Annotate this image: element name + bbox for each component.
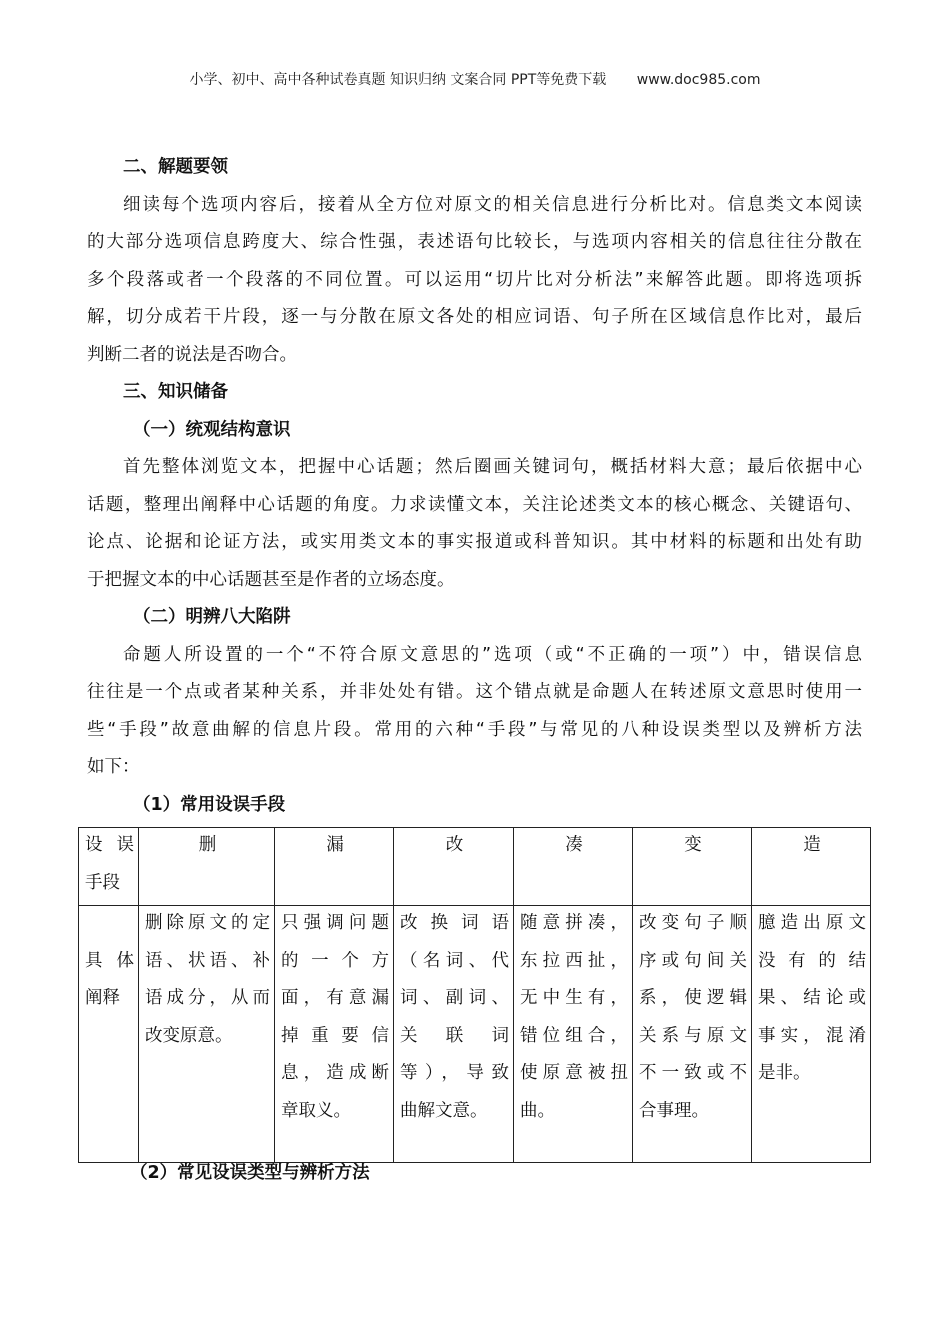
cell-line: 语、状语、补 bbox=[145, 950, 270, 971]
row-header-cell bbox=[79, 828, 139, 906]
cell-line: 使原意被扭 bbox=[520, 1063, 628, 1083]
cell-line: 章取义。 bbox=[281, 1100, 351, 1121]
paragraph-line: 多个段落或者一个段落的不同位置。可以运用“切片比对分析法”来解答此题。即将选项拆 bbox=[87, 269, 862, 290]
cell-line: 曲解文意。 bbox=[400, 1100, 488, 1121]
header-url: www.doc985.com bbox=[636, 72, 761, 88]
cell-line: 删 bbox=[198, 835, 217, 855]
cell-line: 词、副词、 bbox=[400, 988, 509, 1008]
cell-line: 改变句子顺 bbox=[639, 913, 747, 933]
cell-line: 东拉西扯， bbox=[520, 950, 628, 971]
page-header bbox=[0, 69, 950, 89]
cell-line: （名词、代 bbox=[400, 950, 509, 971]
description-cell bbox=[394, 906, 514, 1163]
paragraph-line: 的大部分选项信息跨度大、综合性强，表述语句比较长，与选项内容相关的信息往往分散在 bbox=[87, 232, 862, 252]
cell-line: 序或句间关 bbox=[639, 950, 747, 971]
cell-line: 设误 bbox=[85, 835, 134, 855]
cell-line: 改换词语 bbox=[400, 913, 509, 933]
description-cell bbox=[139, 906, 275, 1163]
column-header-cell bbox=[275, 828, 394, 906]
column-header-cell bbox=[514, 828, 633, 906]
cell-line: 阐释 bbox=[85, 988, 120, 1008]
paragraph-line: 话题，整理出阐释中心话题的角度。力求读懂文本，关注论述类文本的核心概念、关键语句、 bbox=[87, 494, 862, 515]
cell-line: 改变原意。 bbox=[145, 1025, 233, 1046]
column-header-cell bbox=[633, 828, 752, 906]
cell-line: 关系与原文 bbox=[639, 1025, 747, 1046]
cell-line: 面，有意漏 bbox=[281, 988, 389, 1008]
paragraph-line: 往往是一个点或者某种关系，并非处处有错。这个错点就是命题人在转述原文意思时使用一 bbox=[87, 682, 862, 702]
cell-line: 凑 bbox=[565, 835, 583, 855]
paragraph-line: 如下： bbox=[87, 757, 140, 777]
paragraph-line: 命题人所设置的一个“不符合原文意思的”选项（或“不正确的一项”）中，错误信息 bbox=[123, 644, 862, 665]
error-methods-table bbox=[78, 827, 871, 1163]
cell-line bbox=[85, 908, 134, 946]
description-cell bbox=[275, 906, 394, 1163]
cell-line: 息，造成断 bbox=[281, 1063, 389, 1083]
cell-line: 掉重要信 bbox=[281, 1025, 389, 1046]
row-header-cell bbox=[79, 906, 139, 1163]
description-cell bbox=[752, 906, 871, 1163]
paragraph-line: 首先整体浏览文本，把握中心话题；然后圈画关键词句，概括材料大意；最后依据中心 bbox=[123, 457, 862, 477]
subheading-common-error-types: （2）常见设误类型与辨析方法 bbox=[130, 1163, 370, 1183]
cell-line: 等），导致 bbox=[400, 1063, 509, 1083]
paragraph-line: 些“手段”故意曲解的信息片段。常用的六种“手段”与常见的八种设误类型以及辨析方法 bbox=[87, 719, 862, 740]
cell-line: 关联词 bbox=[400, 1025, 509, 1046]
paragraph-line: 细读每个选项内容后，接着从全方位对原文的相关信息进行分析比对。信息类文本阅读 bbox=[123, 194, 862, 215]
paragraph-line: 解，切分成若干片段，逐一与分散在原文各处的相应词语、句子所在区域信息作比对，最后 bbox=[87, 307, 862, 327]
cell-line: 语成分，从而 bbox=[145, 988, 270, 1008]
section-heading: （1）常用设误手段 bbox=[133, 794, 286, 815]
document-body bbox=[87, 152, 862, 827]
cell-line: 漏 bbox=[326, 835, 344, 855]
paragraph-line: 判断二者的说法是否吻合。 bbox=[87, 344, 297, 365]
description-cell bbox=[514, 906, 633, 1163]
cell-line: 造 bbox=[803, 835, 821, 855]
paragraph-line: 于把握文本的中心话题甚至是作者的立场态度。 bbox=[87, 569, 455, 590]
section-heading: （一）统观结构意识 bbox=[133, 419, 291, 440]
cell-line: 是非。 bbox=[758, 1063, 811, 1083]
column-header-cell bbox=[394, 828, 514, 906]
cell-line: 删除原文的定 bbox=[145, 913, 270, 933]
cell-line: 随意拼凑， bbox=[520, 913, 628, 933]
column-header-cell bbox=[139, 828, 275, 906]
cell-line: 没有的结 bbox=[758, 950, 866, 971]
cell-line: 改 bbox=[445, 835, 464, 855]
cell-line: 手段 bbox=[85, 872, 120, 893]
cell-line: 只强调问题 bbox=[281, 913, 389, 933]
cell-line: 具体 bbox=[85, 950, 134, 971]
cell-line: 合事理。 bbox=[639, 1100, 709, 1121]
header-text: 小学、初中、高中各种试卷真题 知识归纳 文案合同 PPT等免费下载 bbox=[189, 72, 607, 88]
cell-line: 错位组合， bbox=[520, 1025, 628, 1046]
cell-line: 曲。 bbox=[520, 1100, 555, 1121]
section-heading: 二、解题要领 bbox=[123, 157, 228, 177]
cell-line: 变 bbox=[684, 835, 702, 855]
description-cell bbox=[633, 906, 752, 1163]
cell-line: 臆造出原文 bbox=[758, 913, 866, 933]
table-row bbox=[79, 906, 871, 1163]
cell-line: 系，使逻辑 bbox=[639, 988, 747, 1008]
cell-line: 果、结论或 bbox=[758, 988, 866, 1008]
column-header-cell bbox=[752, 828, 871, 906]
section-heading: 三、知识储备 bbox=[123, 382, 228, 402]
cell-line: 的一个方 bbox=[281, 950, 389, 971]
section-heading: （二）明辨八大陷阱 bbox=[133, 607, 291, 627]
table-header-row bbox=[79, 828, 871, 906]
paragraph-line: 论点、论据和论证方法，或实用类文本的事实报道或科普知识。其中材料的标题和出处有助 bbox=[87, 532, 862, 552]
cell-line: 不一致或不 bbox=[639, 1063, 747, 1083]
cell-line: 无中生有， bbox=[520, 988, 628, 1008]
cell-line: 事实，混淆 bbox=[758, 1025, 866, 1046]
